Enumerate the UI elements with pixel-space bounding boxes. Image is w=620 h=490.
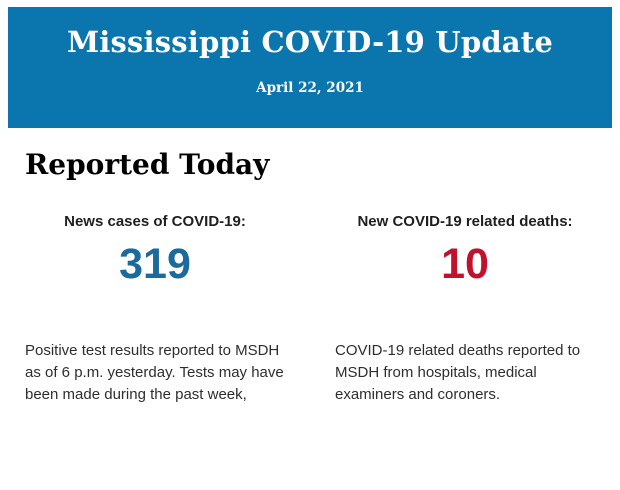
new-deaths-value: 10 — [441, 240, 489, 288]
new-cases-description: Positive test results reported to MSDH as of 6 p.m. yesterday. Tests may have been made during the past week, — [25, 342, 284, 403]
new-deaths-stat — [310, 213, 620, 286]
new-cases-label: News cases of COVID-19: — [64, 213, 246, 230]
new-cases-stat — [0, 213, 310, 286]
new-deaths-description: COVID-19 related deaths reported to MSDH from hospitals, medical examiners and coroners. — [335, 342, 581, 403]
new-deaths-label: New COVID-19 related deaths: — [357, 213, 573, 230]
descriptions-row — [0, 340, 620, 406]
stats-row — [0, 213, 620, 286]
header-banner — [8, 7, 612, 128]
section-title-reported-today: Reported Today — [25, 148, 270, 181]
newsletter-title: Mississippi COVID-19 Update — [66, 25, 554, 59]
new-cases-value: 319 — [119, 240, 191, 288]
newsletter-date: April 22, 2021 — [256, 80, 364, 96]
